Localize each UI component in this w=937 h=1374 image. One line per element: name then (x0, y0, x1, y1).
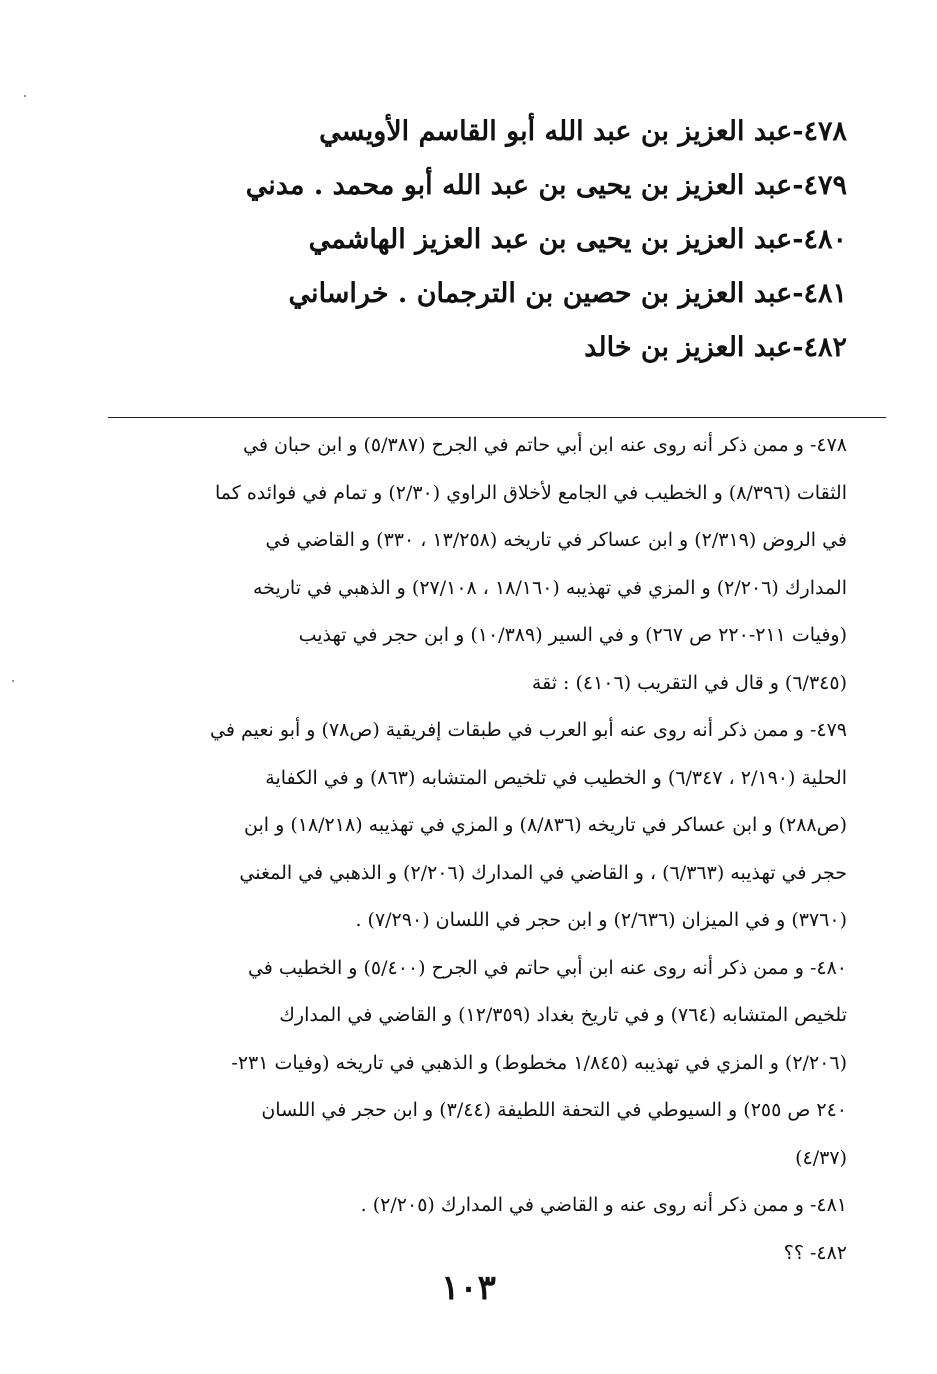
footnote-481 (102, 1182, 847, 1230)
footnote-line: ٤٨٢- ؟؟ (783, 1241, 847, 1264)
footnote-line: ٢٤٠ ص ٢٥٥) و السيوطي في التحفة اللطيفة (٣/٤٤) و ابن حجر في اللسان (261, 1099, 847, 1121)
entry-482: ٤٨٢-عبد العزيز بن خالد (584, 332, 847, 363)
footnote-479 (102, 707, 847, 945)
footnote-line: (وفيات ٢١١-٢٢٠ ص ٢٦٧) و في السير (١٠/٣٨٩) و ابن حجر في تهذيب (298, 624, 847, 646)
footnote-line: ٤٨٠- و ممن ذكر أنه روى عنه ابن أبي حاتم في الجرح (٥/٤٠٠) و الخطيب في (247, 956, 847, 979)
footnote-line: ٤٨١- و ممن ذكر أنه روى عنه و القاضي في المدارك (٢/٢٠٥) . (360, 1194, 847, 1216)
entry-478: ٤٧٨-عبد العزيز بن عبد الله أبو القاسم الأويسي (319, 116, 847, 147)
footnote-line: ٤٧٩- و ممن ذكر أنه روى عنه أبو العرب في طبقات إفريقية (ص٧٨) و أبو نعيم في (210, 719, 847, 741)
footnote-478 (102, 422, 847, 707)
footnote-line: (٤/٣٧) (795, 1146, 847, 1169)
footnote-480 (102, 945, 847, 1183)
footnotes (102, 422, 847, 1277)
footnote-line: تلخيص المتشابه (٧٦٤) و في تاريخ بغداد (١٢/٣٥٩) و القاضي في المدارك (279, 1004, 847, 1026)
biography-entries (127, 105, 847, 375)
footnote-line: في الروض (٢/٣١٩) و ابن عساكر في تاريخه (١٣/٢٥٨ ، ٣٣٠) و القاضي في (265, 529, 847, 551)
footnote-line: (٣٧٦٠) و في الميزان (٢/٦٣٦) و ابن حجر في اللسان (٧/٢٩٠) . (355, 909, 847, 931)
footnote-separator (108, 417, 886, 418)
page-number: ١٠٣ (441, 1268, 496, 1308)
entry-480: ٤٨٠-عبد العزيز بن يحيى بن عبد العزيز الهاشمي (308, 224, 847, 255)
entry-479: ٤٧٩-عبد العزيز بن يحيى بن عبد الله أبو محمد . مدني (245, 170, 847, 201)
footnote-line: (ص٢٨٨) و ابن عساكر في تاريخه (٨/٨٣٦) و المزي في تهذيبه (١٨/٢١٨) و ابن (244, 814, 847, 836)
entry-481: ٤٨١-عبد العزيز بن حصين بن الترجمان . خراساني (288, 278, 847, 309)
footnote-line: (٢/٢٠٦) و المزي في تهذيبه (١/٨٤٥ مخطوط) و الذهبي في تاريخه (وفيات ٢٣١- (231, 1051, 847, 1074)
footnote-line: حجر في تهذيبه (٦/٣٦٣) ، و القاضي في المدارك (٢/٢٠٦) و الذهبي في المغني (239, 861, 847, 884)
footnote-line: المدارك (٢/٢٠٦) و المزي في تهذيبه (١٨/١٦٠ ، ٢٧/١٠٨) و الذهبي في تاريخه (253, 576, 847, 599)
footnote-line: الثقات (٨/٣٩٦) و الخطيب في الجامع لأخلاق الراوي (٢/٣٠) و تمام في فوائده كما (214, 481, 847, 504)
footnote-line: ٤٧٨- و ممن ذكر أنه روى عنه ابن أبي حاتم في الجرح (٥/٣٨٧) و ابن حبان في (242, 434, 847, 456)
scan-speck (24, 95, 26, 97)
scan-speck (12, 680, 14, 682)
footnote-line: الحلية (٢/١٩٠ ، ٦/٣٤٧) و الخطيب في تلخيص المتشابه (٨٦٣) و في الكفاية (265, 766, 847, 789)
footnote-line: (٦/٣٤٥) و قال في التقريب (٤١٠٦) : ثقة (531, 671, 847, 694)
